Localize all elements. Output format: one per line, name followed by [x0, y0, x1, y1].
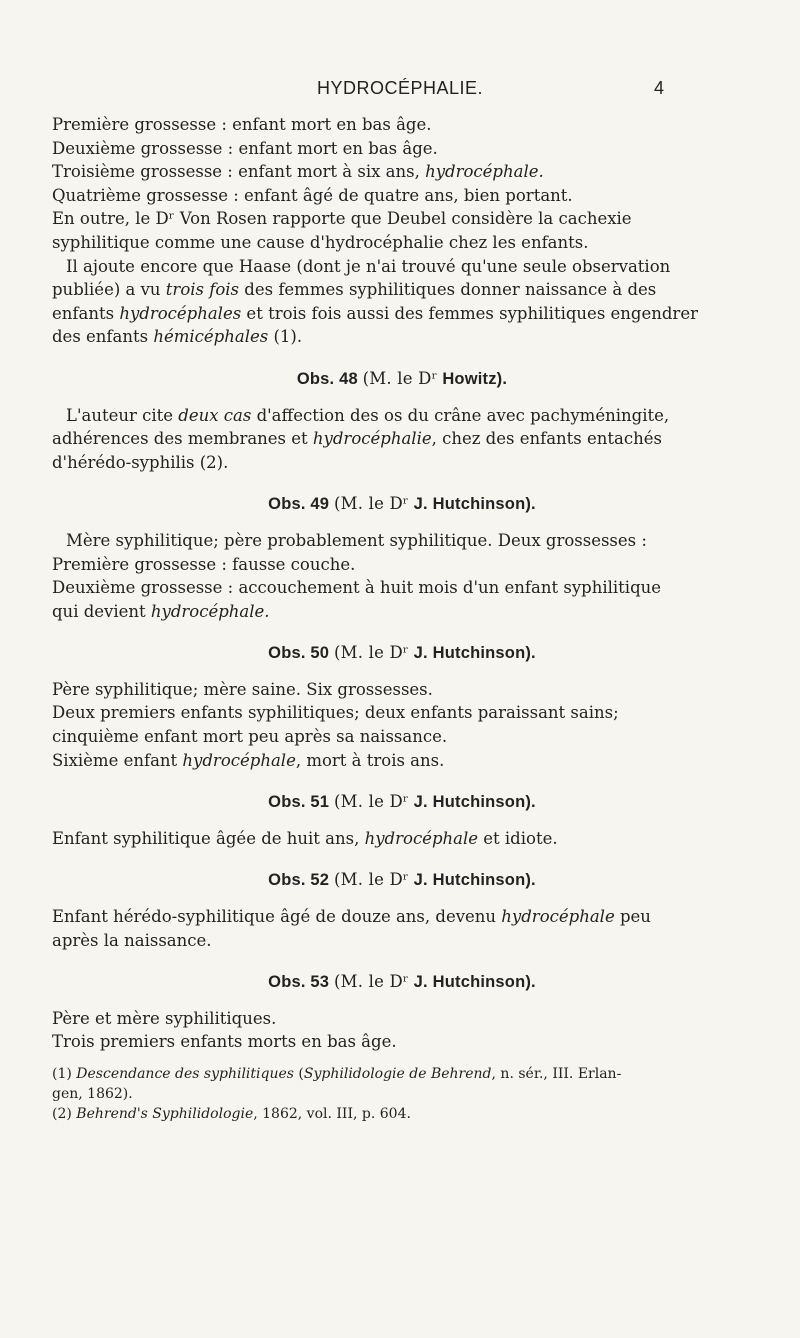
text-line: Trois premiers enfants morts en bas âge.: [52, 1032, 397, 1052]
text-line: Enfant hérédo-syphilitique âgé de douze ans, devenu hydrocéphale peu: [52, 907, 651, 927]
running-title: HYDROCÉPHALIE.: [316, 78, 484, 98]
obs-49-heading: Obs. 49 (M. le Dʳ J. Hutchinson).: [268, 494, 536, 514]
text-line: Père et mère syphilitiques.: [52, 1008, 277, 1028]
text-line: Première grossesse : fausse couche.: [52, 554, 356, 574]
page-number: 4: [653, 78, 664, 98]
text-line: En outre, le Dʳ Von Rosen rapporte que Deubel considère la cachexie: [52, 209, 632, 229]
text-line: adhérences des membranes et hydrocéphalie, chez des enfants entachés: [52, 429, 662, 449]
text-line: Mère syphilitique; père probablement syphilitique. Deux grossesses :: [66, 530, 647, 550]
page-header: [0, 78, 800, 100]
text-line: après la naissance.: [52, 930, 212, 950]
text-line: syphilitique comme une cause d'hydrocéphalie chez les enfants.: [52, 232, 589, 252]
text-line: Il ajoute encore que Haase (dont je n'ai trouvé qu'une seule observation: [66, 256, 671, 276]
obs-48-heading: Obs. 48 (M. le Dʳ Howitz).: [296, 368, 508, 388]
body-text: [52, 113, 752, 1124]
footnote-1: (1) Descendance des syphilitiques (Syphilidologie de Behrend, n. sér., III. Erlan-: [52, 1066, 622, 1082]
text-line: cinquième enfant mort peu après sa naissance.: [52, 727, 448, 747]
text-line: Père syphilitique; mère saine. Six grossesses.: [52, 679, 433, 699]
text-line: Deuxième grossesse : enfant mort en bas âge.: [52, 138, 438, 158]
text-line: des enfants hémicéphales (1).: [52, 327, 303, 347]
text-line: L'auteur cite deux cas d'affection des os du crâne avec pachyméningite,: [66, 405, 670, 425]
text-line: Troisième grossesse : enfant mort à six ans, hydrocéphale.: [52, 162, 544, 182]
text-line: Quatrième grossesse : enfant âgé de quatre ans, bien portant.: [52, 185, 573, 205]
obs-53-heading: Obs. 53 (M. le Dʳ J. Hutchinson).: [268, 972, 536, 992]
text-line: Sixième enfant hydrocéphale, mort à trois ans.: [52, 750, 445, 770]
footnote-1-continued: gen, 1862).: [52, 1086, 133, 1102]
obs-52-heading: Obs. 52 (M. le Dʳ J. Hutchinson).: [268, 870, 536, 890]
text-line: publiée) a vu trois fois des femmes syphilitiques donner naissance à des: [52, 280, 657, 300]
footnotes: [52, 1064, 752, 1124]
text-line: Deux premiers enfants syphilitiques; deux enfants paraissant sains;: [52, 703, 619, 723]
text-line: d'hérédo-syphilis (2).: [52, 452, 229, 472]
text-line: Première grossesse : enfant mort en bas âge.: [52, 115, 432, 134]
obs-50-heading: Obs. 50 (M. le Dʳ J. Hutchinson).: [268, 643, 536, 663]
obs-51-heading: Obs. 51 (M. le Dʳ J. Hutchinson).: [268, 792, 536, 812]
text-line: Deuxième grossesse : accouchement à huit mois d'un enfant syphilitique: [52, 578, 662, 598]
text-line: Enfant syphilitique âgée de huit ans, hydrocéphale et idiote.: [52, 828, 558, 848]
text-line: enfants hydrocéphales et trois fois aussi des femmes syphilitiques engendrer: [52, 303, 698, 323]
footnote-2: (2) Behrend's Syphilidologie, 1862, vol. III, p. 604.: [52, 1106, 411, 1122]
text-line: qui devient hydrocéphale.: [52, 601, 270, 621]
